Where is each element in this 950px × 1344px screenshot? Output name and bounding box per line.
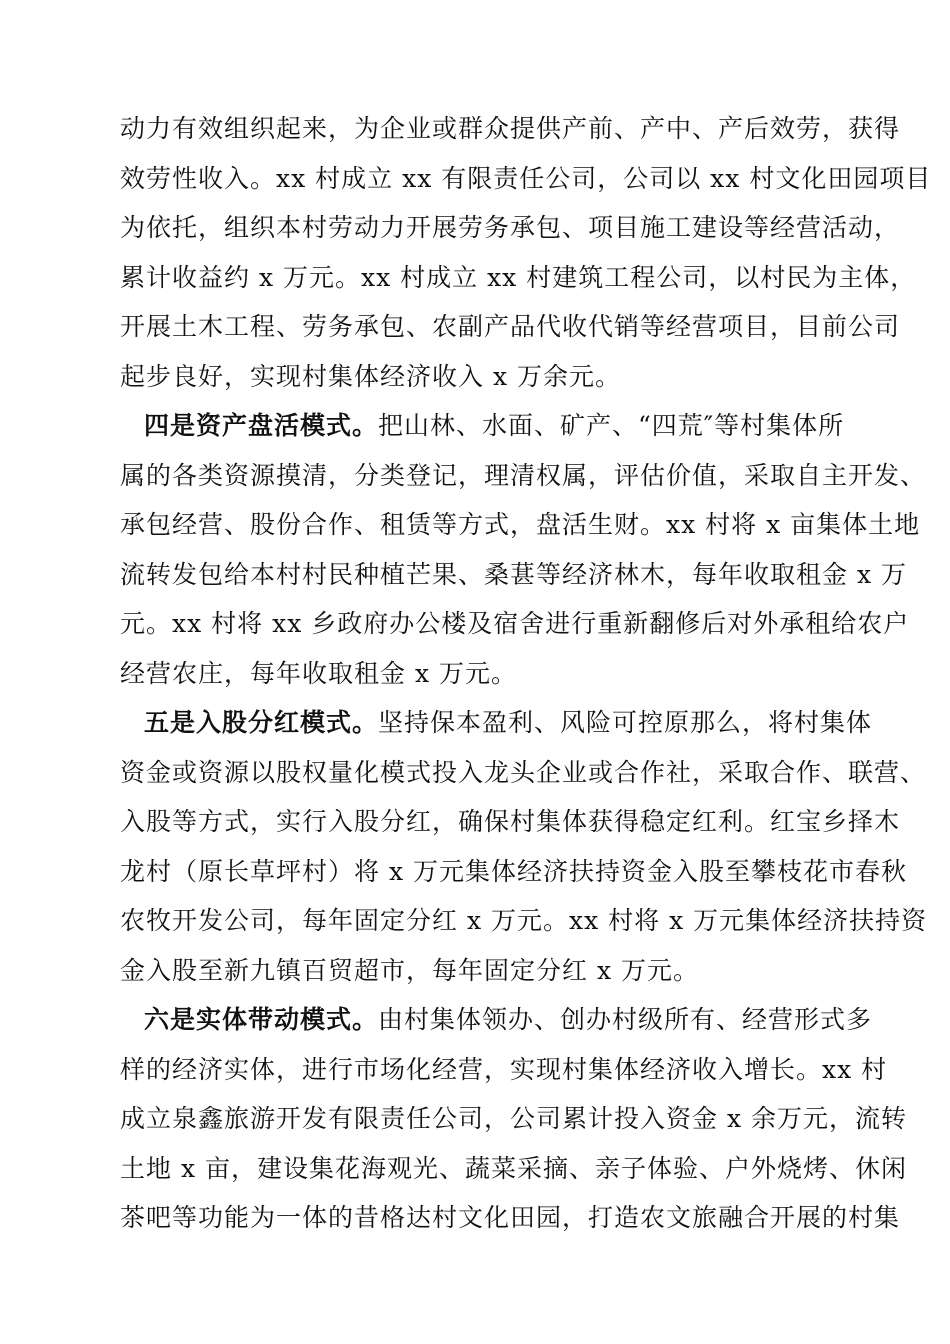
paragraph-line: 效劳性收入。xx 村成立 xx 有限责任公司，公司以 xx 村文化田园项目 <box>120 163 932 193</box>
paragraph-line: 龙村（原长草坪村）将 x 万元集体经济扶持资金入股至攀枝花市春秋 <box>120 856 907 886</box>
paragraph-line: 茶吧等功能为一体的昔格达村文化田园，打造农文旅融合开展的村集 <box>120 1203 901 1232</box>
paragraph-first-line <box>120 401 860 451</box>
paragraph-line: 入股等方式，实行入股分红，确保村集体获得稳定红利。红宝乡择木 <box>120 807 901 836</box>
paragraph-line: 为依托，组织本村劳动力开展劳务承包、项目施工建设等经营活动， <box>120 213 901 242</box>
paragraph-line: 开展土木工程、劳务承包、农副产品代收代销等经营项目，目前公司 <box>120 312 901 341</box>
paragraph-line: 农牧开发公司，每年固定分红 x 万元。xx 村将 x 万元集体经济扶持资 <box>120 906 928 935</box>
paragraph-line: 样的经济实体，进行市场化经营，实现村集体经济收入增长。xx 村 <box>120 1054 888 1084</box>
paragraph-text: 把山林、水面、矿产、“四荒″等村集体所 <box>378 411 845 440</box>
section-heading: 五是入股分红模式。 <box>144 708 379 737</box>
paragraph-text: 由村集体领办、创办村级所有、经营形式多 <box>378 1005 873 1034</box>
paragraph-first-line <box>120 995 873 1045</box>
paragraph-line: 流转发包给本村村民种植芒果、桑葚等经济林木，每年收取租金 x 万 <box>120 559 907 589</box>
paragraph-line: 成立泉鑫旅游开发有限责任公司，公司累计投入资金 x 余万元，流转 <box>120 1104 907 1133</box>
paragraph-line: 起步良好，实现村集体经济收入 x 万余元。 <box>120 361 621 391</box>
paragraph-first-line <box>120 698 873 748</box>
paragraph-line: 承包经营、股份合作、租赁等方式，盘活生财。xx 村将 x 亩集体土地 <box>120 510 921 539</box>
paragraph-line: 经营农庄，每年收取租金 x 万元。 <box>120 658 517 688</box>
paragraph-line: 资金或资源以股权量化模式投入龙头企业或合作社，采取合作、联营、 <box>120 757 927 787</box>
paragraph-line: 动力有效组织起来，为企业或群众提供产前、产中、产后效劳，获得 <box>120 114 901 143</box>
paragraph-line: 金入股至新九镇百贸超市，每年固定分红 x 万元。 <box>120 955 699 985</box>
section-heading: 六是实体带动模式。 <box>144 1005 379 1034</box>
paragraph-line: 元。xx 村将 xx 乡政府办公楼及宿舍进行重新翻修后对外承租给农户 <box>120 609 910 638</box>
paragraph-line: 土地 x 亩，建设集花海观光、蔬菜采摘、亲子体验、户外烧烤、休闲 <box>120 1153 907 1183</box>
paragraph-text: 坚持保本盈利、风险可控原那么，将村集体 <box>378 708 873 737</box>
section-heading: 四是资产盘活模式。 <box>144 411 379 440</box>
document-body <box>120 104 932 1243</box>
paragraph-line: 属的各类资源摸清，分类登记，理清权属，评估价值，采取自主开发、 <box>120 460 927 490</box>
paragraph-line: 累计收益约 x 万元。xx 村成立 xx 村建筑工程公司，以村民为主体， <box>120 262 917 292</box>
